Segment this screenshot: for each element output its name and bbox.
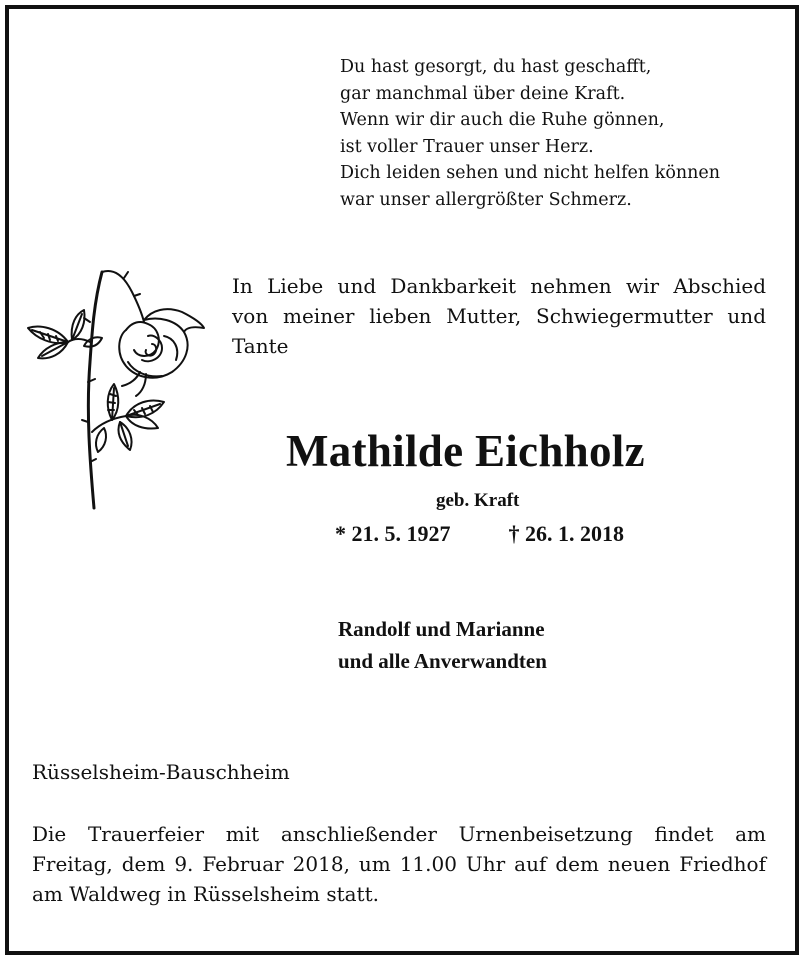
funeral-notice [32,819,766,909]
place-name: Rüsselsheim-Bauschheim [32,760,290,784]
death-date: † 26. 1. 2018 [508,521,624,546]
intro-line: In Liebe und Dankbarkeit nehmen wir Abschied [232,274,766,298]
mourners [338,613,547,677]
life-dates [335,521,624,547]
mourner-line: Randolf und Marianne [338,617,545,641]
funeral-line: Die Trauerfeier mit anschließender Urnenbeisetzung findet am [32,822,766,846]
birth-date: * 21. 5. 1927 [335,521,451,546]
poem-line: Wenn wir dir auch die Ruhe gönnen, [340,110,665,130]
intro-line: von meiner lieben Mutter, Schwiegermutter und [232,304,766,328]
poem-line: ist voller Trauer unser Herz. [340,136,594,157]
poem-line: Du hast gesorgt, du hast geschafft, [340,57,652,77]
mourner-line: und alle Anverwandten [338,649,547,673]
poem-line: gar manchmal über deine Kraft. [340,83,626,104]
poem-line: war unser allergrößter Schmerz. [340,189,632,210]
poem-line: Dich leiden sehen und nicht helfen können [340,163,721,183]
funeral-line: am Waldweg in Rüsselsheim statt. [32,882,379,906]
funeral-line: Freitag, dem 9. Februar 2018, um 11.00 Uhr auf dem neuen Friedhof [32,852,766,876]
intro-text [232,271,766,361]
maiden-name: geb. Kraft [436,490,520,511]
deceased-name: Mathilde Eichholz [286,426,645,476]
poem [340,54,720,213]
intro-line: Tante [232,334,289,358]
rose-icon [22,262,212,522]
